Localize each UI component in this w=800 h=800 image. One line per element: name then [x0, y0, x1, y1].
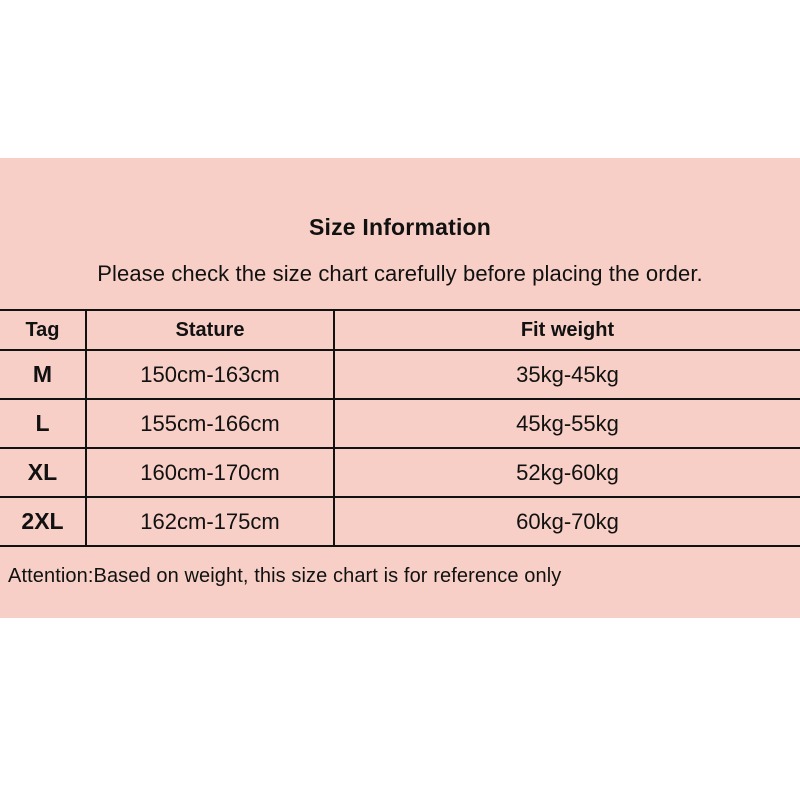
cell-tag: XL — [0, 448, 86, 497]
cell-tag: M — [0, 350, 86, 399]
size-chart-table — [0, 309, 800, 547]
cell-fit-weight: 60kg-70kg — [334, 497, 800, 546]
table-row — [0, 399, 800, 448]
column-header-tag: Tag — [0, 310, 86, 350]
page-title: Size Information — [308, 214, 492, 240]
cell-stature: 162cm-175cm — [86, 497, 334, 546]
cell-tag: L — [0, 399, 86, 448]
attention-note: Attention:Based on weight, this size chart is for reference only — [8, 565, 562, 587]
table-header-row — [0, 310, 800, 350]
cell-stature: 150cm-163cm — [86, 350, 334, 399]
cell-fit-weight: 45kg-55kg — [334, 399, 800, 448]
table-row — [0, 350, 800, 399]
cell-stature: 160cm-170cm — [86, 448, 334, 497]
cell-fit-weight: 35kg-45kg — [334, 350, 800, 399]
cell-stature: 155cm-166cm — [86, 399, 334, 448]
table-row — [0, 448, 800, 497]
column-header-stature: Stature — [86, 310, 334, 350]
cell-tag: 2XL — [0, 497, 86, 546]
card-subtitle: Please check the size chart carefully before placing the order. — [97, 261, 703, 286]
table-row — [0, 497, 800, 546]
size-information-card — [0, 158, 800, 618]
cell-fit-weight: 52kg-60kg — [334, 448, 800, 497]
column-header-fit-weight: Fit weight — [334, 310, 800, 350]
